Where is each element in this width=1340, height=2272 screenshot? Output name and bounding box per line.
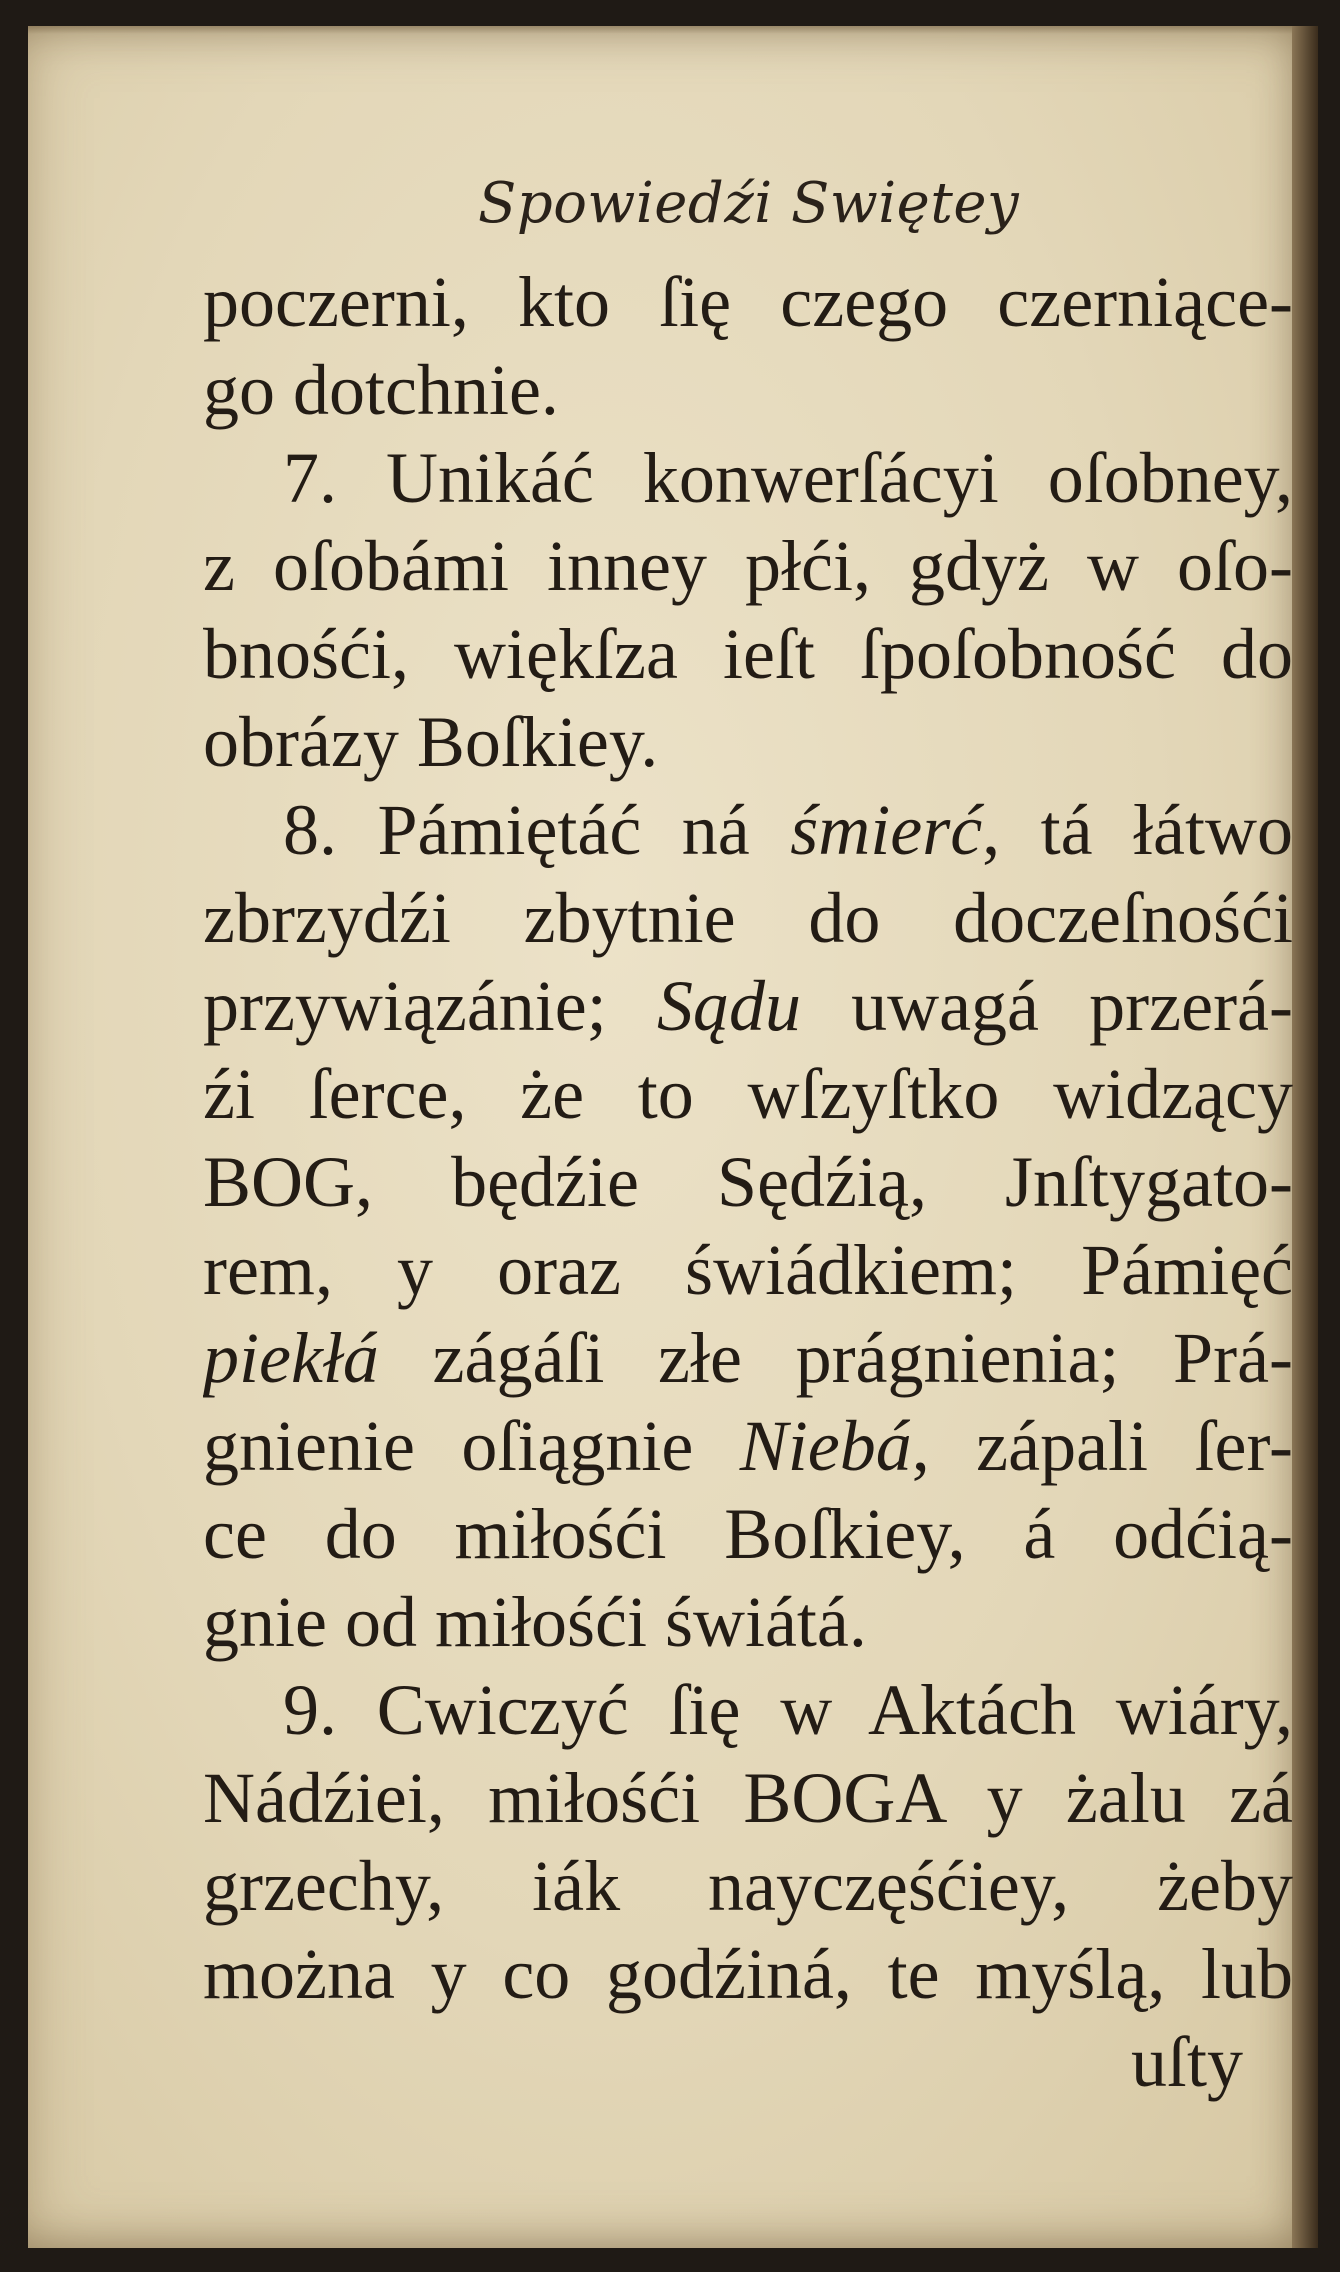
- text-line: gnienie oſiągnie Niebá, zápali ſer-: [203, 1406, 1293, 1486]
- text-line: BOG, będźie Sędźią, Jnſtygato-: [203, 1142, 1293, 1222]
- text-line: ce do miłośći Boſkiey, á odćią-: [203, 1494, 1293, 1574]
- book-page: [28, 26, 1318, 2248]
- text-line: z oſobámi inney płći, gdyż w oſo-: [203, 526, 1293, 606]
- text-line: 9. Cwiczyć ſię w Aktách wiáry,: [283, 1670, 1293, 1750]
- text-line: 8. Pámiętáć ná śmierć, tá łátwo: [283, 790, 1293, 870]
- text-line: przywiązánie; Sądu uwagá przerá-: [203, 966, 1293, 1046]
- text-line: rem, y oraz świádkiem; Pámięć: [203, 1230, 1293, 1310]
- book-gutter: [1292, 26, 1318, 2248]
- text-line: Nádźiei, miłośći BOGA y żalu zá: [203, 1758, 1293, 1838]
- page-top-edge: [28, 26, 1318, 34]
- text-line: obrázy Boſkiey.: [203, 702, 659, 782]
- text-line: grzechy, iák nayczęśćiey, żeby: [203, 1846, 1293, 1926]
- running-header: Spowiedźi Swiętey: [478, 171, 1020, 236]
- text-line: 7. Unikáć konwerſácyi oſobney,: [283, 438, 1293, 518]
- text-line: można y co godźiná, te myślą, lub: [203, 1934, 1293, 2014]
- text-line: bnośći, więkſza ieſt ſpoſobność do: [203, 614, 1293, 694]
- text-line: go dotchnie.: [203, 350, 559, 430]
- text-line: zbrzydźi zbytnie do doczeſnośći: [203, 878, 1293, 958]
- text-line: źi ſerce, że to wſzyſtko widzący: [203, 1054, 1293, 1134]
- body-text: [203, 258, 1293, 2106]
- text-line: gnie od miłośći świátá.: [203, 1582, 867, 1662]
- text-line: piekłá zágáſi złe prágnienia; Prá-: [203, 1318, 1293, 1398]
- catchword: uſty: [1130, 2022, 1243, 2102]
- text-line: poczerni, kto ſię czego czerniące-: [203, 262, 1293, 342]
